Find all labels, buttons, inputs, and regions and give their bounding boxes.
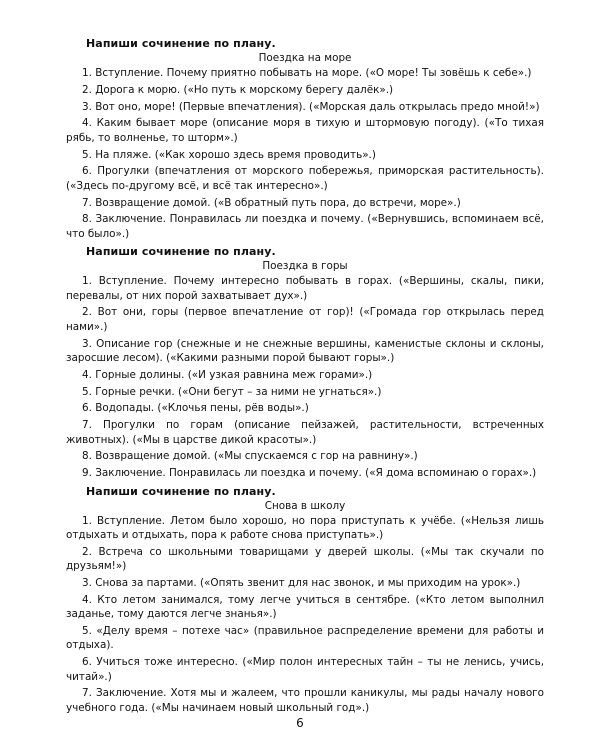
plan-item: 7. Возвращение домой. («В обратный путь пора, до встречи, море».) (82, 196, 461, 209)
section-heading: Напиши сочинение по плану. (86, 484, 276, 498)
section-heading: Напиши сочинение по плану. (86, 37, 276, 50)
plan-item: 3. Снова за партами. («Опять звенит для нас звонок, и мы приходим на урок».) (82, 577, 521, 590)
plan-item: 2. Дорога к морю. («Но путь к морскому берегу далёк».) (82, 83, 394, 96)
plan-item: 4. Кто летом занимался, тому легче учиться в сентябре. («Кто летом выполнил заданье, тому даются легче знанья».) (66, 593, 544, 621)
plan-item: 2. Вот они, горы (первое впечатление от гор)! («Громада гор открылась перед нами».) (66, 306, 544, 333)
plan-item: 1. Вступление. Почему приятно побывать на море. («О море! Ты зовёшь к себе».) (82, 67, 532, 79)
plan-item: 8. Заключение. Понравилась ли поездка и почему. («Вернувшись, вспоминаем всё, что было».) (66, 213, 544, 240)
plan-item: 5. На пляже. («Как хорошо здесь время проводить».) (82, 148, 376, 161)
plan-item: 8. Возвращение домой. («Мы спускаемся с гор на равнину».) (82, 450, 418, 463)
page-number: 6 (296, 716, 304, 730)
section-sea-trip (66, 37, 544, 241)
plan-item: 5. «Делу время – потехе час» (правильное распределение времени для работы и отдыха). (66, 625, 544, 652)
section-back-to-school (66, 485, 544, 716)
plan-item: 6. Водопады. («Клочья пены, рёв воды».) (82, 402, 309, 415)
section-title: Снова в школу (264, 499, 346, 512)
plan-item: 7. Заключение. Хотя мы и жалеем, что прошли каникулы, мы рады началу нового учебного года. («Мы начинаем новый школьный год».) (66, 687, 544, 714)
plan-item: 6. Учиться тоже интересно. («Мир полон интересных тайн – ты не ленись, учись, читай».) (66, 656, 544, 683)
section-mountain-trip (66, 245, 544, 480)
plan-item: 6. Прогулки (впечатления от морского побережья, приморская растительность). («Здесь по-другому всё, и всё так интересно».) (66, 165, 544, 192)
plan-item: 1. Вступление. Почему интересно побывать в горах. («Вершины, скалы, пики, перевалы, от них порой захватывает дух».) (66, 275, 544, 302)
section-title: Поездка в горы (262, 260, 348, 273)
plan-item: 2. Встреча со школьными товарищами у дверей школы. («Мы так скучали по друзьям!») (66, 545, 544, 573)
page-content (66, 37, 544, 719)
section-heading: Напиши сочинение по плану. (86, 245, 276, 259)
plan-item: 7. Прогулки по горам (описание пейзажей, растительности, встреченных животных). («Мы в царстве дикой красоты».) (66, 419, 544, 446)
plan-item: 5. Горные речки. («Они бегут – за ними не угнаться».) (82, 385, 382, 398)
plan-item: 3. Описание гор (снежные и не снежные вершины, каменистые склоны и склоны, заросшие лесом). («Какими разными порой бывают горы».) (66, 337, 544, 365)
plan-item: 4. Каким бывает море (описание моря в тихую и штормовую погоду). («То тихая рябь, то волненье, то шторм».) (66, 117, 544, 144)
section-title: Поездка на море (258, 52, 352, 64)
plan-item: 9. Заключение. Понравилась ли поездка и почему. («Я дома вспоминаю о горах».) (82, 467, 537, 480)
plan-item: 1. Вступление. Летом было хорошо, но пора приступать к учёбе. («Нельзя лишь отдыхать и отдыхать, пора к работе снова приступать».) (66, 514, 544, 542)
plan-item: 4. Горные долины. («И узкая равнина меж горами».) (82, 368, 373, 381)
plan-item: 3. Вот оно, море! (Первые впечатления). («Морская даль открылась предо мной!») (82, 100, 540, 113)
